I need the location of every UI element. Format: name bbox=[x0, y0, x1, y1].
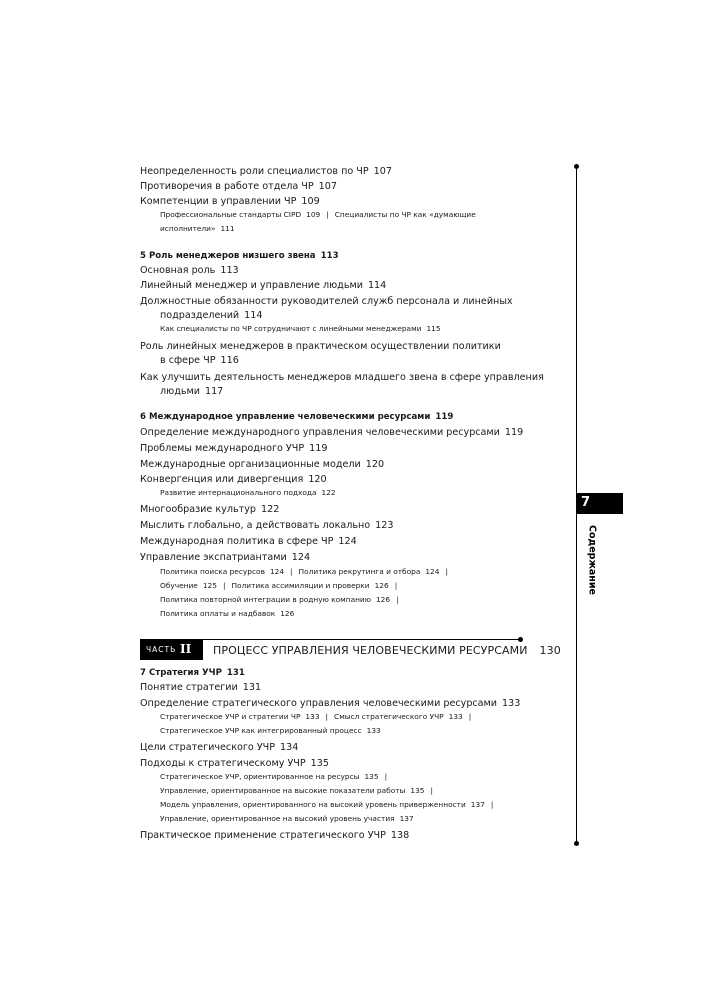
toc-entry-page: 138 bbox=[390, 830, 410, 841]
toc-entry bbox=[140, 443, 327, 454]
part-badge bbox=[140, 639, 203, 660]
toc-entry-title: Должностные обязанности руководителей служб персонала и линейных bbox=[140, 296, 513, 307]
toc-entry-title: Как специалисты по ЧР сотрудничают с линейными менеджерами bbox=[160, 324, 422, 333]
toc-entry bbox=[140, 265, 239, 276]
toc-entry-page: 126 bbox=[280, 609, 295, 618]
chapter-tab-label: Содержание bbox=[586, 525, 598, 595]
toc-entry bbox=[160, 310, 262, 321]
part-page: 130 bbox=[539, 644, 561, 657]
part-title bbox=[213, 644, 561, 657]
toc-entry-page: 124 bbox=[338, 536, 357, 547]
toc-entry bbox=[140, 520, 393, 531]
toc-entry-title: Профессиональные стандарты CIPD bbox=[160, 210, 302, 219]
toc-entry bbox=[140, 372, 544, 383]
toc-entry bbox=[160, 712, 477, 721]
toc-entry-page: 126 bbox=[375, 595, 391, 604]
toc-entry-page: 107 bbox=[318, 181, 337, 192]
toc-entry-title: Политика рекрутинга и отбора bbox=[298, 567, 421, 576]
toc-entry-page: 133 bbox=[502, 698, 521, 709]
toc-entry-title: Международная политика в сфере ЧР bbox=[140, 536, 334, 547]
toc-entry-title: Конвергенция или дивергенция bbox=[140, 474, 304, 485]
toc-entry-title: Мыслить глобально, а действовать локально bbox=[140, 520, 371, 531]
toc-entry bbox=[140, 251, 339, 261]
toc-entry-page: 107 bbox=[373, 166, 392, 177]
toc-entry bbox=[140, 296, 513, 307]
toc-entry-title: Многообразие культур bbox=[140, 504, 256, 515]
toc-entry-title: Специалисты по ЧР как «думающие bbox=[334, 210, 476, 219]
toc-entry bbox=[160, 324, 441, 333]
toc-entry bbox=[160, 800, 499, 809]
toc-entry-page: 116 bbox=[220, 355, 239, 366]
toc-entry bbox=[140, 412, 453, 422]
toc-entry-page: 134 bbox=[280, 742, 299, 753]
toc-entry-title: Линейный менеджер и управление людьми bbox=[140, 280, 363, 291]
toc-entry-page: 126 bbox=[374, 581, 389, 590]
toc-entry-title: Роль линейных менеджеров в практическом осуществлении политики bbox=[140, 341, 501, 352]
toc-entry-title: Цели стратегического УЧР bbox=[140, 742, 276, 753]
toc-entry bbox=[140, 280, 386, 291]
toc-entry-title: Политика ассимиляции и проверки bbox=[231, 581, 370, 590]
toc-entry bbox=[140, 504, 279, 515]
toc-entry bbox=[160, 210, 476, 219]
toc-entry-title: Развитие интернационального подхода bbox=[160, 488, 317, 497]
rule-end-dot-bottom bbox=[574, 841, 579, 846]
toc-separator: | bbox=[490, 800, 494, 809]
part-number: II bbox=[180, 642, 192, 656]
toc-entry bbox=[160, 581, 403, 590]
toc-entry bbox=[140, 166, 392, 177]
toc-entry-title: Управление, ориентированное на высокий уровень участия bbox=[160, 814, 395, 823]
toc-entry bbox=[140, 341, 501, 352]
toc-entry-page: 113 bbox=[220, 265, 239, 276]
toc-entry bbox=[140, 698, 520, 709]
toc-entry-title: 7 Стратегия УЧР bbox=[140, 668, 222, 678]
toc-entry-page: 133 bbox=[305, 712, 320, 721]
toc-entry-title: Стратегическое УЧР как интегрированный процесс bbox=[160, 726, 362, 735]
toc-entry-page: 109 bbox=[301, 196, 320, 207]
toc-entry-page: 124 bbox=[291, 552, 311, 563]
toc-entry-title: Компетенции в управлении ЧР bbox=[140, 196, 297, 207]
toc-entry bbox=[160, 488, 336, 497]
toc-entry-page: 137 bbox=[470, 800, 485, 809]
toc-entry-title: Основная роль bbox=[140, 265, 216, 276]
toc-separator: | bbox=[290, 567, 293, 576]
toc-entry-title: Управление, ориентированное на высокие показатели работы bbox=[160, 786, 406, 795]
toc-entry bbox=[140, 459, 384, 470]
toc-entry-page: 114 bbox=[244, 310, 263, 321]
toc-separator: | bbox=[325, 712, 329, 721]
toc-entry-title: подразделений bbox=[160, 310, 240, 321]
toc-entry bbox=[140, 758, 329, 769]
toc-entry-page: 122 bbox=[321, 488, 336, 497]
toc-entry bbox=[140, 536, 357, 547]
toc-entry bbox=[160, 595, 405, 604]
part-title-text: ПРОЦЕСС УПРАВЛЕНИЯ ЧЕЛОВЕЧЕСКИМИ РЕСУРСАМИ bbox=[213, 644, 528, 657]
toc-entry-title: 6 Международное управление человеческими ресурсами bbox=[140, 412, 431, 422]
toc-entry-title: исполнители» bbox=[160, 224, 216, 233]
toc-entry-title: Модель управления, ориентированного на высокий уровень приверженности bbox=[160, 800, 466, 809]
toc-entry bbox=[160, 355, 239, 366]
toc-entry bbox=[140, 668, 245, 678]
chapter-tab-number: 7 bbox=[581, 495, 591, 510]
toc-entry-page: 131 bbox=[226, 668, 245, 678]
toc-separator: | bbox=[326, 210, 329, 219]
toc-entry-page: 123 bbox=[375, 520, 394, 531]
toc-entry bbox=[140, 552, 310, 563]
toc-entry-title: Управление экспатриантами bbox=[140, 552, 287, 563]
toc-entry bbox=[160, 814, 414, 823]
toc-entry-page: 133 bbox=[448, 712, 463, 721]
toc-entry bbox=[160, 224, 235, 233]
toc-entry-page: 137 bbox=[399, 814, 414, 823]
toc-entry bbox=[160, 726, 381, 735]
toc-entry-title: Практическое применение стратегического УЧР bbox=[140, 830, 386, 841]
toc-entry-title: Неопределенность роли специалистов по ЧР bbox=[140, 166, 369, 177]
rule-end-dot-top bbox=[574, 164, 579, 169]
toc-entry-page: 119 bbox=[309, 443, 328, 454]
toc-entry-title: Смысл стратегического УЧР bbox=[334, 712, 444, 721]
toc-entry-title: Понятие стратегии bbox=[140, 682, 238, 693]
toc-entry-page: 133 bbox=[366, 726, 381, 735]
toc-entry-page: 122 bbox=[261, 504, 280, 515]
toc-entry-title: 5 Роль менеджеров низшего звена bbox=[140, 251, 316, 261]
toc-entry-title: Определение стратегического управления человеческими ресурсами bbox=[140, 698, 498, 709]
toc-entry bbox=[160, 567, 454, 576]
toc-entry-title: Определение международного управления человеческими ресурсами bbox=[140, 427, 500, 438]
toc-entry-page: 125 bbox=[202, 581, 217, 590]
toc-separator: | bbox=[396, 595, 399, 604]
toc-entry-page: 131 bbox=[242, 682, 262, 693]
toc-entry-title: Политика оплаты и надбавок bbox=[160, 609, 276, 618]
toc-entry-page: 119 bbox=[504, 427, 524, 438]
toc-entry-page: 124 bbox=[425, 567, 440, 576]
toc-entry bbox=[140, 474, 327, 485]
toc-entry bbox=[160, 786, 439, 795]
toc-entry-page: 124 bbox=[269, 567, 285, 576]
toc-entry bbox=[160, 609, 294, 618]
toc-separator: | bbox=[430, 786, 433, 795]
toc-entry-title: Противоречия в работе отдела ЧР bbox=[140, 181, 314, 192]
toc-entry-title: Стратегическое УЧР, ориентированное на ресурсы bbox=[160, 772, 360, 781]
toc-entry-page: 135 bbox=[410, 786, 425, 795]
toc-entry-title: Подходы к стратегическому УЧР bbox=[140, 758, 306, 769]
toc-entry bbox=[140, 181, 337, 192]
toc-entry-page: 115 bbox=[426, 324, 441, 333]
toc-entry bbox=[140, 830, 409, 841]
toc-entry-title: Политика поиска ресурсов bbox=[160, 567, 265, 576]
toc-entry-page: 109 bbox=[306, 210, 321, 219]
toc-entry-title: Политика повторной интеграции в родную компанию bbox=[160, 595, 371, 604]
toc-entry-page: 120 bbox=[365, 459, 385, 470]
toc-entry-page: 114 bbox=[367, 280, 387, 291]
toc-separator: | bbox=[384, 772, 388, 781]
toc-entry-page: 119 bbox=[435, 412, 454, 422]
part-word: ЧАСТЬ bbox=[146, 645, 177, 654]
toc-separator: | bbox=[468, 712, 472, 721]
toc-entry-page: 117 bbox=[204, 386, 224, 397]
toc-entry-page: 120 bbox=[308, 474, 327, 485]
toc-entry bbox=[140, 427, 523, 438]
toc-entry bbox=[160, 386, 223, 397]
toc-entry bbox=[140, 682, 261, 693]
toc-entry bbox=[140, 742, 298, 753]
toc-entry-title: Обучение bbox=[160, 581, 198, 590]
toc-entry-page: 111 bbox=[220, 224, 235, 233]
toc-separator: | bbox=[445, 567, 448, 576]
toc-entry-title: Стратегическое УЧР и стратегии ЧР bbox=[160, 712, 301, 721]
part-rule-dot bbox=[518, 637, 523, 642]
toc-entry-title: Как улучшить деятельность менеджеров младшего звена в сфере управления bbox=[140, 372, 544, 383]
toc-entry-page: 113 bbox=[320, 251, 339, 261]
toc-entry-title: в сфере ЧР bbox=[160, 355, 216, 366]
toc-separator: | bbox=[222, 581, 226, 590]
toc-entry-page: 135 bbox=[310, 758, 329, 769]
toc-entry bbox=[160, 772, 393, 781]
toc-entry-title: Проблемы международного УЧР bbox=[140, 443, 305, 454]
toc-entry-page: 135 bbox=[364, 772, 379, 781]
toc-entry bbox=[140, 196, 320, 207]
toc-separator: | bbox=[394, 581, 398, 590]
toc-entry-title: людьми bbox=[160, 386, 200, 397]
toc-entry-title: Международные организационные модели bbox=[140, 459, 361, 470]
